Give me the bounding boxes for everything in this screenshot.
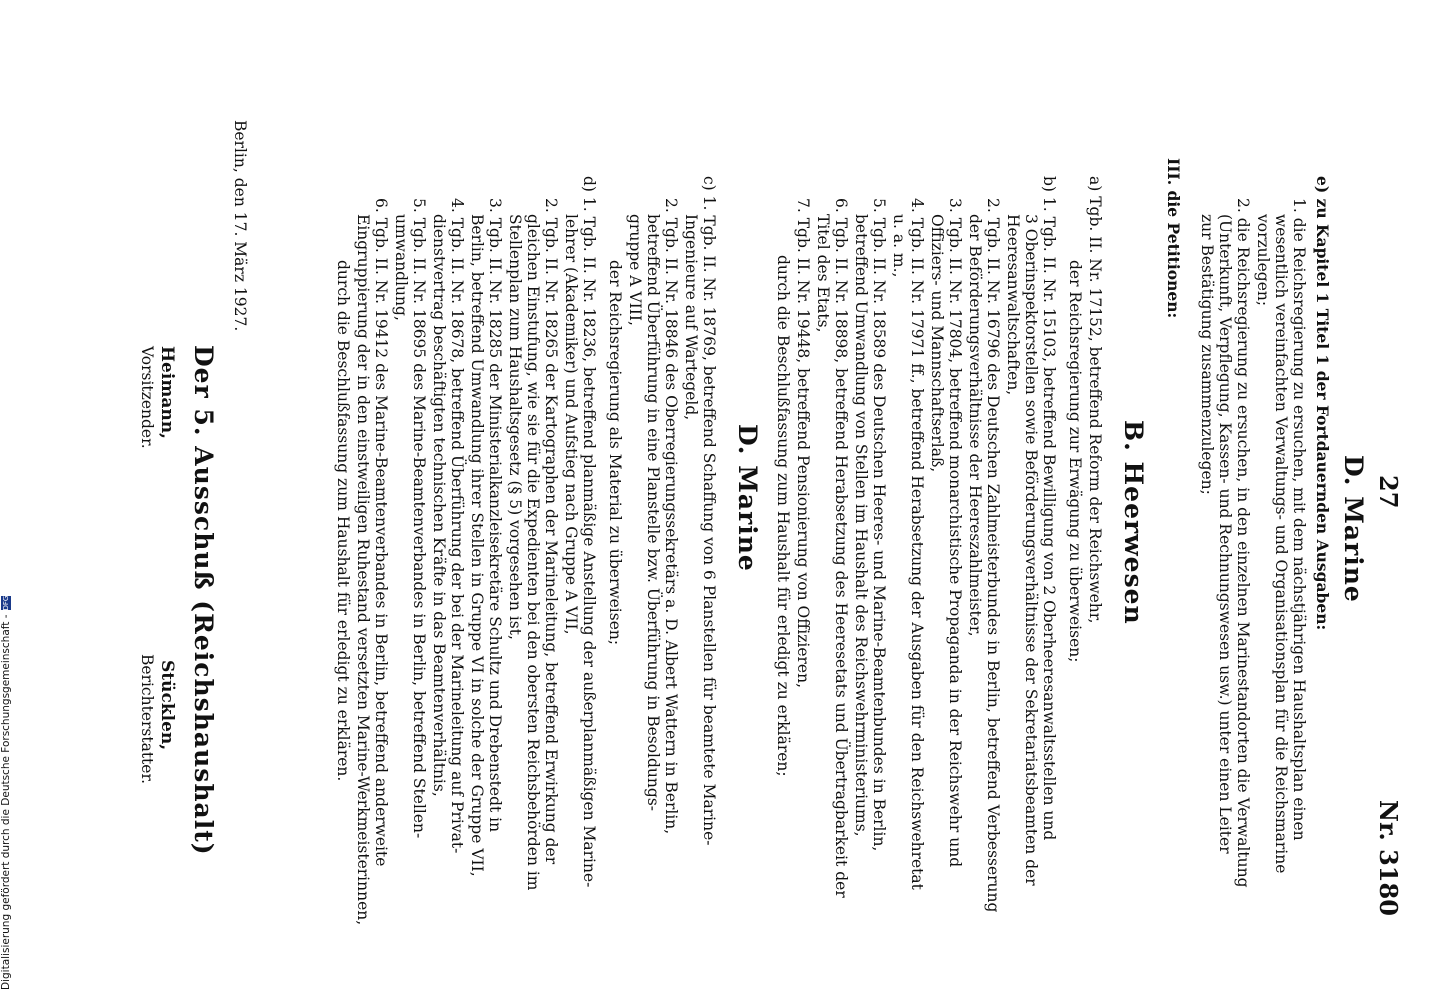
item-d-line: lehrer (Akademiker) und Aufstieg nach Gruppe A VII,	[562, 214, 580, 635]
item-b-line: 5. Tgb. II. Nr. 18589 des Deutschen Heeres- und Marine-Beamtenbundes in Berlin,	[870, 198, 888, 852]
item-e1-line: wesentlich vereinfachten Verwaltungs- und Organisationsplan für die Reichsmarine	[1272, 214, 1290, 874]
digitization-footer	[0, 0, 16, 990]
item-b-line: Offiziers- und Mannschaftserlaß,	[928, 214, 946, 473]
petitions-label: III. die Petitionen:	[1164, 158, 1183, 319]
item-d-line: d) 1. Tgb. II. Nr. 18236, betreffend planmäßige Anstellung der außerplanmäßigen Marine-	[580, 176, 598, 888]
item-c-line: gruppe A VIII,	[626, 214, 644, 326]
item-b-line: 3. Tgb. II. Nr. 17804, betreffend monarchistische Propaganda in der Reichswehr und	[946, 198, 964, 868]
item-e1-line: 1. die Reichsregierung zu ersuchen, mit dem nächstjährigen Haushaltsplan einen	[1290, 198, 1308, 841]
reporter-role: Berichterstatter.	[138, 654, 156, 785]
item-b-line: Titel des Etats,	[814, 214, 832, 333]
item-c-line: 2. Tgb. II. Nr. 18846 des Oberregierungssekretärs a. D. Albert Wattern in Berlin,	[662, 198, 680, 835]
committee-name: Der 5. Ausschuß (Reichshaushalt)	[189, 345, 218, 856]
item-b-line: 7. Tgb. II. Nr. 19448, betreffend Pensionierung von Offizieren,	[794, 198, 812, 688]
item-c-line: betreffend Überführung in eine Planstelle bzw. Überführung in Besoldungs-	[644, 214, 662, 812]
item-b-line: betreffend Umwandlung von Stellen im Haushalt des Reichswehrministeriums,	[852, 214, 870, 837]
document-number: Nr. 3180	[1374, 800, 1403, 916]
item-d-line: umwandlung,	[392, 214, 410, 321]
dfg-logo-icon: DFG	[2, 595, 10, 611]
item-d-line: 5. Tgb. II. Nr. 18695 des Marine-Beamtenverbandes in Berlin, betreffend Stellen-	[410, 198, 428, 839]
item-d-line: Berlin, betreffend Umwandlung ihrer Stellen in Gruppe VI in solche der Gruppe VII,	[468, 214, 486, 877]
item-b-line: Heeresanwaltschaften,	[1004, 214, 1022, 396]
item-e2-line: 2. die Reichsregierung zu ersuchen, in den einzelnen Marinestandorten die Verwaltung	[1234, 198, 1252, 888]
item-c-line: c) 1. Tgb. II. Nr. 18769, betreffend Schaffung von 6 Planstellen für beamtete Marine-	[700, 176, 718, 846]
item-a-line: der Reichsregierung zur Erwägung zu überweisen;	[1066, 260, 1084, 663]
item-b-line: 6. Tgb. II. Nr. 18898, betreffend Herabsetzung des Heeresetats und Übertragbarkeit der	[832, 198, 850, 898]
item-e2-line: (Unterkunft, Verpflegung, Kassen- und Rechnungswesen usw.) unter einen Leiter	[1216, 214, 1234, 854]
item-d-line: 4. Tgb. II. Nr. 18678, betreffend Überführung der bei der Marineleitung auf Privat-	[448, 198, 466, 854]
item-b-line: u. a. m.,	[890, 214, 908, 278]
item-d-line: 2. Tgb. II. Nr. 18265 der Kartographen der Marineleitung, betreffend Erwirkung der	[542, 198, 560, 865]
page-number: 27	[1374, 475, 1403, 509]
item-b-line: 3 Oberinspektorstellen sowie Beförderungsverhältnisse der Sekretariatsbeamten der	[1022, 214, 1040, 886]
chair-role: Vorsitzender.	[138, 346, 156, 449]
place-date: Berlin, den 17. März 1927.	[231, 120, 249, 332]
heading-heerwesen: B. Heerwesen	[1119, 420, 1148, 625]
item-d-line: Stellenplan zum Haushaltsgesetz (§ 5) vorgesehen ist,	[506, 214, 524, 640]
item-b-line: durch die Beschlußfassung zum Haushalt für erledigt zu erklären;	[774, 255, 792, 777]
item-d-line: durch die Beschlußfassung zum Haushalt für erledigt zu erklären.	[334, 260, 352, 782]
footer-text: Digitalisierung gefördert durch die Deutsche Forschungsgemeinschaft -	[0, 614, 12, 990]
item-d-line: 6. Tgb. II. Nr. 19412 des Marine-Beamtenverbandes in Berlin, betreffend anderweite	[372, 198, 390, 867]
item-d-line: dienstvertrag beschäftigten technischen Kräfte in das Beamtenverhältnis,	[430, 214, 448, 797]
item-d-line: gleichen Einstufung, wie sie für die Expedienten bei den obersten Reichsbehörden im	[524, 214, 542, 891]
item-e2-line: zur Bestätigung zusammenzulegen;	[1198, 214, 1216, 495]
item-c-line: der Reichsregierung als Material zu überweisen;	[606, 260, 624, 646]
item-e1-line: vorzulegen;	[1254, 214, 1272, 307]
item-e-intro: e) zu Kapitel 1 Titel 1 der Fortdauernden Ausgaben:	[1313, 176, 1332, 631]
item-a-line: a) Tgb. II. Nr. 17152, betreffend Reform der Reichswehr,	[1086, 176, 1104, 624]
heading-marine: D. Marine	[733, 424, 762, 572]
section-title-marine: D. Marine	[1339, 455, 1368, 603]
item-b-line: der Beförderungsverhältnisse der Heereszahlmeister,	[966, 214, 984, 637]
item-d-line: 3. Tgb. II. Nr. 18285 der Ministerialkanzleisekretäre Schultz und Drebenstedt in	[486, 198, 504, 833]
item-b-line: b) 1. Tgb. II. Nr. 15103, betreffend Bewilligung von 2 Oberheeresanwaltsstellen und	[1040, 176, 1058, 841]
item-b-line: 2. Tgb. II. Nr. 16796 des Deutschen Zahlmeisterbundes in Berlin, betreffend Verbesserung	[984, 198, 1002, 913]
reporter-name: Stücklen,	[157, 660, 177, 751]
chair-name: Heimann,	[157, 346, 177, 439]
item-b-line: 4. Tgb. II. Nr. 17971 ff., betreffend Herabsetzung der Ausgaben für den Reichswehretat	[908, 198, 926, 890]
item-c-line: Ingenieure auf Wartegeld,	[682, 214, 700, 421]
item-d-line: Eingruppierung der in den einstweiligen Ruhestand versetzten Marine-Werkmeisterinnen,	[354, 214, 372, 926]
